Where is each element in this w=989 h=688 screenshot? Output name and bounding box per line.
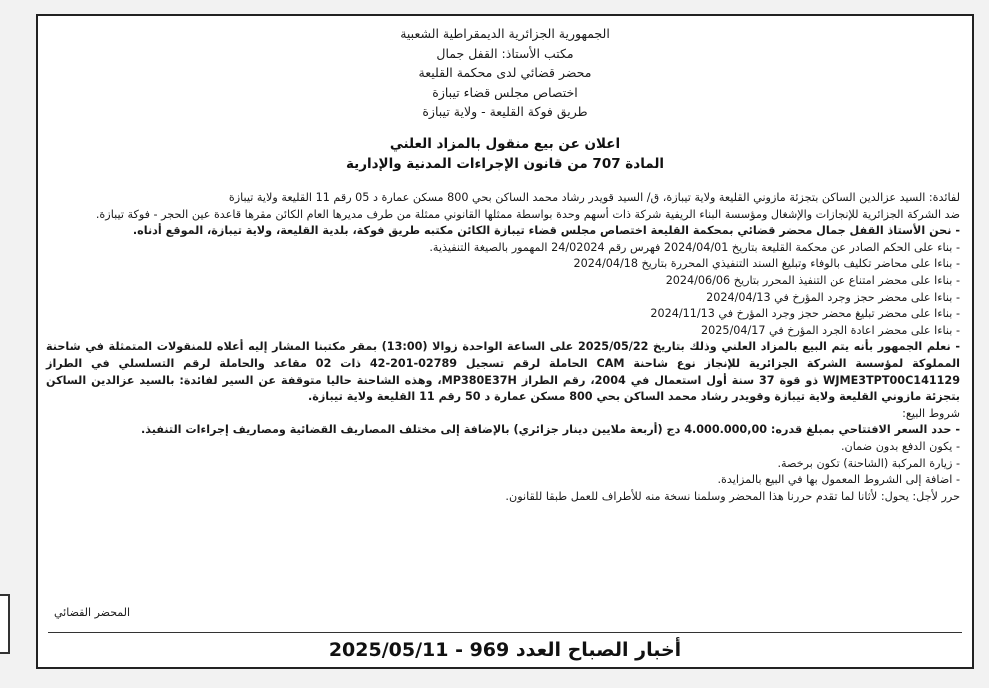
header-line-republic: الجمهورية الجزائرية الديمقراطية الشعبية xyxy=(400,26,610,41)
footer-divider xyxy=(48,632,962,633)
header-line-office: مكتب الأستاذ: القفل جمال xyxy=(436,45,574,61)
signature-label: المحضر القضائي xyxy=(54,606,131,619)
body-paragraph: ضد الشركة الجزائرية للإنجازات والإشغال ومؤسسة البناء الريفية شركة ذات أسهم وحدة بواسطة ممثلها القانوني ممثلة من طرف مديرها العام الكائن مقرها قاعدة عين الحجر - فوكة تيبازة. xyxy=(95,207,960,221)
conditions-heading: شروط البيع: xyxy=(902,406,960,420)
condition-item: - زيارة المركبة (الشاحنة) تكون برخصة. xyxy=(777,456,960,470)
sub-title: المادة 707 من قانون الإجراءات المدنية والإدارية xyxy=(345,156,665,172)
header-line-court: محضر قضائي لدى محكمة القليعة xyxy=(418,65,592,80)
main-title: اعلان عن بيع منقول بالمزاد العلني xyxy=(389,136,621,152)
body-paragraph: - بناءا على محضر حجز وجرد المؤرخ في 2024/04/13 xyxy=(706,290,960,304)
body-paragraph: - بناءا على محضر امتناع عن التنفيذ المحرر بتاريخ 2024/06/06 xyxy=(665,273,960,287)
announcement-titles xyxy=(38,134,972,174)
issuer-header xyxy=(38,24,972,122)
announcement-frame xyxy=(36,14,974,669)
header-line-address: طريق فوكة القليعة - ولاية تيبازة xyxy=(422,104,588,119)
body-paragraph: لفائدة: السيد عزالدين الساكن بتجزئة مازوني القليعة ولاية تيبازة، ق/ السيد قويدر رشاد محمد الساكن بحي 800 مسكن عمارة د 05 رقم 11 القليعة ولاية تيبازة xyxy=(228,191,960,204)
body-paragraph: - نحن الأستاذ القفل جمال محضر قضائي بمحكمة القليعة اختصاص مجلس قضاء تيبازة الكائن مكتبه طريق فوكة، بلدية القليعة، ولاية تيبازة، الموقع أدناه. xyxy=(132,224,960,238)
body-paragraph: - بناءا على محاضر تكليف بالوفاء وتبليغ السند التنفيذي المحررة بتاريخ 2024/04/18 xyxy=(573,257,960,271)
announcement-body xyxy=(46,190,960,505)
body-paragraph: - بناء على الحكم الصادر عن محكمة القليعة بتاريخ 2024/04/01 فهرس رقم 24/02024 المهمور بالصيغة التنفيذية. xyxy=(429,240,960,254)
header-line-jurisdiction: اختصاص مجلس قضاء تيبازة xyxy=(432,84,578,100)
condition-item: - اضافة إلى الشروط المعمول بها في البيع بالمزايدة. xyxy=(717,473,960,487)
condition-item: - حدد السعر الافتتاحي بمبلغ قدره: 4.000.000,00 دج (أربعة ملايين دينار جزائري) بالإضافة إلى مختلف المصاريف القضائية ومصاريف إجراءات التنفيذ. xyxy=(141,423,960,437)
condition-item: - يكون الدفع بدون ضمان. xyxy=(841,439,960,453)
body-paragraph: - بناءا على محضر اعادة الجرد المؤرخ في 2025/04/17 xyxy=(700,323,960,337)
publication-footer: أخبار الصباح العدد 969 - 2025/05/11 xyxy=(328,639,682,661)
closing-statement: حرر لأجل: يحول: لأثانا لما تقدم حررنا هذا المحضر وسلمنا نسخة منه للأطراف للعمل طبقا للقانون. xyxy=(505,489,960,503)
body-paragraph: - بناءا على محضر تبليغ محضر حجز وجرد المؤرخ في 2024/11/13 xyxy=(650,307,960,321)
body-paragraph: - نعلم الجمهور بأنه يتم البيع بالمزاد العلني وذلك بتاريخ 2025/05/22 على الساعة الواحدة زوالا (13:00) بمقر مكتبنا المشار إليه أعلاه للمنقولات المتمثلة في شاحنة المملوكة لمؤسسة الشركة الجزائرية للإنجاز نوع شاحنة CAM الحاملة لرقم تسجيل 02789-201-42 ذات 02 مقاعد والحاملة لرقم التسلسلي في الطراز WJME3TPT00C141129 ذو قوة 37 سنة أول استعمال في 2004، رقم الطراز MP380E37H، وهذه الشاحنة حاليا متوقفة عن السير لفائدة: بالسيد عزالدين الساكن بتجزئة مازوني القليعة ولاية تيبازة وقويدر رشاد محمد الساكن بحي 800 مسكن عمارة د 50 رقم 11 القليعة ولاية تيبازة. xyxy=(46,340,960,404)
edge-mark xyxy=(0,594,10,654)
